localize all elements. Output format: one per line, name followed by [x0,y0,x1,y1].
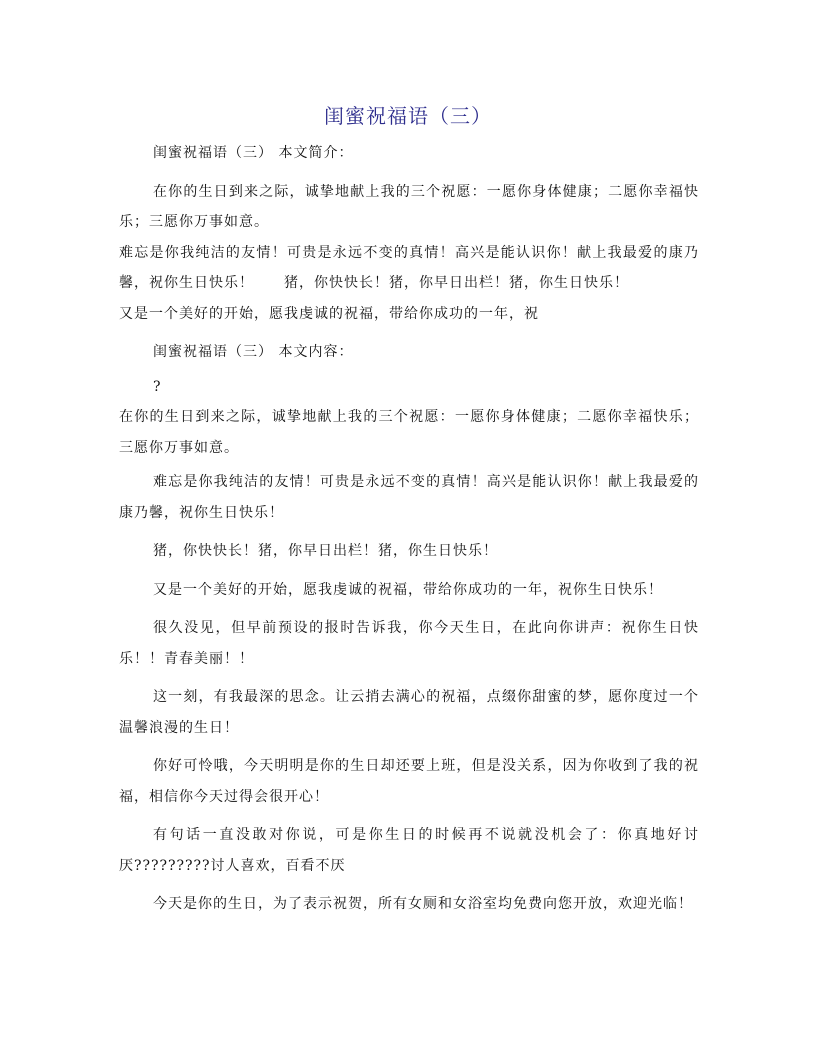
paragraph: 这一刻，有我最深的思念。让云捎去满心的祝福，点缀你甜蜜的梦，愿你度过一个温馨浪漫的生日！ [119,689,699,736]
paragraph: 很久没见，但早前预设的报时告诉我，你今天生日，在此向你讲声：祝你生日快乐！！青春美丽！！ [119,620,699,667]
paragraph: ? [153,378,162,395]
paragraph-intro-heading: 闺蜜祝福语（三） 本文简介： [153,145,354,161]
paragraph-content-heading: 闺蜜祝福语（三） 本文内容： [153,344,354,360]
paragraph: 今天是你的生日，为了表示祝贺，所有女厕和女浴室均免费向您开放，欢迎光临！ [153,896,693,912]
paragraph: 又是一个美好的开始，愿我虔诚的祝福，带给你成功的一年，祝你生日快乐！ [153,581,663,598]
paragraph: 难忘是你我纯洁的友情！可贵是永远不变的真情！高兴是能认识你！献上我最爱的康乃馨，祝你生日快乐！ [119,474,699,521]
document-body [119,138,699,920]
paragraph: 又是一个美好的开始，愿我虔诚的祝福，带给你成功的一年，祝 [119,305,539,322]
paragraph: 猪，你快快长！猪，你早日出栏！猪，你生日快乐！ [153,543,498,559]
paragraph: 在你的生日到来之际，诚挚地献上我的三个祝愿：一愿你身体健康；二愿你幸福快乐；三愿你万事如意。 [119,409,699,456]
paragraph: 有句话一直没敢对你说，可是你生日的时候再不说就没机会了：你真地好讨厌?????????讨人喜欢，百看不厌 [119,827,699,874]
paragraph: 你好可怜哦，今天明明是你的生日却还要上班，但是没关系，因为你收到了我的祝福，相信你今天过得会很开心！ [119,758,699,805]
document-title: 闺蜜祝福语（三） [324,104,492,128]
paragraph: 在你的生日到来之际，诚挚地献上我的三个祝愿：一愿你身体健康；二愿你幸福快乐；三愿你万事如意。 [119,183,699,230]
paragraph: 难忘是你我纯洁的友情！可贵是永远不变的真情！高兴是能认识你！献上我最爱的康乃馨，祝你生日快乐！ 猪，你快快长！猪，你早日出栏！猪，你生日快乐！ [119,244,699,291]
